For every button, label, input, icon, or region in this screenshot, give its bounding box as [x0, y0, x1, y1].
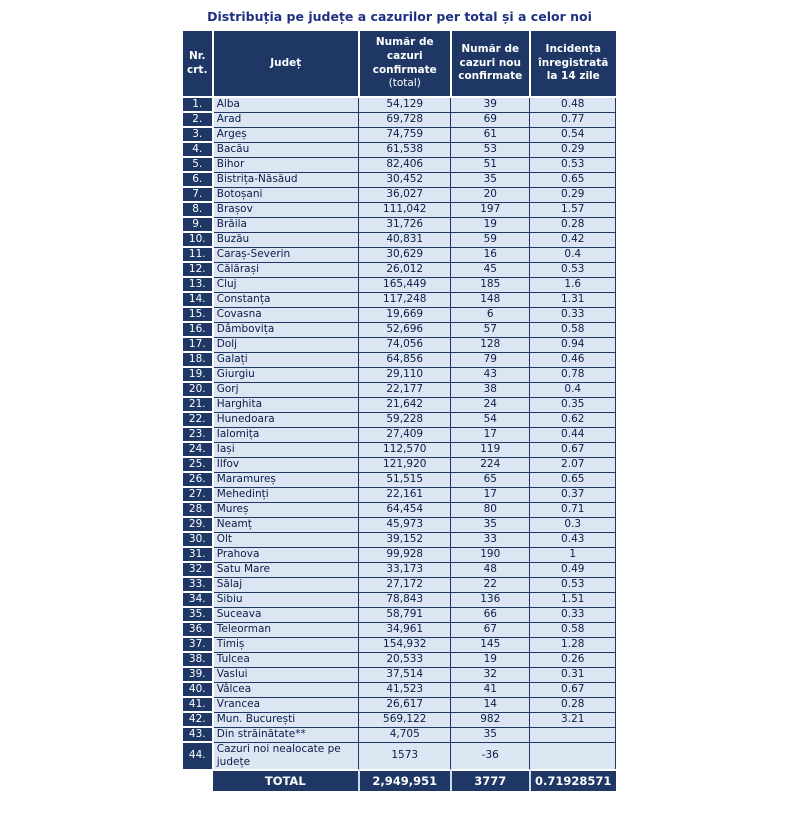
- total-incidence-value: 0.71928571: [530, 770, 616, 791]
- new-cases-cell: 32: [451, 667, 530, 682]
- county-cell: Dâmbovița: [213, 322, 359, 337]
- incidence-cell: 0.67: [530, 682, 616, 697]
- total-cases-cell: 27,172: [359, 577, 451, 592]
- table-row: [183, 367, 616, 382]
- county-cell: Vaslui: [213, 667, 359, 682]
- row-number-cell: 18.: [183, 352, 213, 367]
- incidence-cell: 0.62: [530, 412, 616, 427]
- county-cell: Dolj: [213, 337, 359, 352]
- new-cases-cell: 43: [451, 367, 530, 382]
- row-number-cell: 17.: [183, 337, 213, 352]
- row-number-cell: 16.: [183, 322, 213, 337]
- total-cases-cell: 61,538: [359, 142, 451, 157]
- incidence-cell: 0.46: [530, 352, 616, 367]
- incidence-cell: 0.35: [530, 397, 616, 412]
- table-row: [183, 337, 616, 352]
- county-cell: Botoșani: [213, 187, 359, 202]
- county-cell: Mun. București: [213, 712, 359, 727]
- table-row: [183, 697, 616, 712]
- total-cases-cell: 111,042: [359, 202, 451, 217]
- county-cases-table: [183, 31, 617, 791]
- table-row: [183, 157, 616, 172]
- incidence-cell: 0.26: [530, 652, 616, 667]
- total-cases-cell: 569,122: [359, 712, 451, 727]
- county-cell: Olt: [213, 532, 359, 547]
- county-cell: Covasna: [213, 307, 359, 322]
- incidence-cell: 0.29: [530, 142, 616, 157]
- table-row: [183, 652, 616, 667]
- incidence-cell: 0.53: [530, 157, 616, 172]
- new-cases-cell: 41: [451, 682, 530, 697]
- row-number-cell: 42.: [183, 712, 213, 727]
- total-cases-cell: 52,696: [359, 322, 451, 337]
- total-cases-cell: 26,012: [359, 262, 451, 277]
- total-cases-cell: 31,726: [359, 217, 451, 232]
- row-number-cell: 7.: [183, 187, 213, 202]
- new-cases-cell: 45: [451, 262, 530, 277]
- incidence-cell: [530, 742, 616, 770]
- row-number-cell: 27.: [183, 487, 213, 502]
- incidence-cell: 0.33: [530, 307, 616, 322]
- county-cell: Sibiu: [213, 592, 359, 607]
- table-row: [183, 307, 616, 322]
- county-cell: Tulcea: [213, 652, 359, 667]
- county-cell: Brăila: [213, 217, 359, 232]
- table-body: [183, 97, 616, 770]
- table-row: [183, 577, 616, 592]
- new-cases-cell: 69: [451, 112, 530, 127]
- incidence-cell: 1: [530, 547, 616, 562]
- new-cases-cell: -36: [451, 742, 530, 770]
- row-number-cell: 23.: [183, 427, 213, 442]
- total-cases-cell: 51,515: [359, 472, 451, 487]
- county-cell: Prahova: [213, 547, 359, 562]
- new-cases-cell: 35: [451, 517, 530, 532]
- incidence-cell: [530, 727, 616, 742]
- county-cell: Constanța: [213, 292, 359, 307]
- table-row: [183, 322, 616, 337]
- total-cases-cell: 58,791: [359, 607, 451, 622]
- incidence-cell: 1.6: [530, 277, 616, 292]
- table-row: [183, 262, 616, 277]
- county-cell: Călărași: [213, 262, 359, 277]
- row-number-cell: 25.: [183, 457, 213, 472]
- table-row: [183, 607, 616, 622]
- table-row: [183, 97, 616, 112]
- row-number-cell: 5.: [183, 157, 213, 172]
- table-row: [183, 547, 616, 562]
- row-number-cell: 11.: [183, 247, 213, 262]
- incidence-cell: 0.28: [530, 697, 616, 712]
- total-cases-cell: 29,110: [359, 367, 451, 382]
- new-cases-cell: 982: [451, 712, 530, 727]
- county-cell: Suceava: [213, 607, 359, 622]
- new-cases-cell: 20: [451, 187, 530, 202]
- new-cases-cell: 33: [451, 532, 530, 547]
- row-number-cell: 40.: [183, 682, 213, 697]
- incidence-cell: 0.54: [530, 127, 616, 142]
- incidence-cell: 0.65: [530, 472, 616, 487]
- total-cases-cell: 33,173: [359, 562, 451, 577]
- row-number-cell: 36.: [183, 622, 213, 637]
- new-cases-cell: 48: [451, 562, 530, 577]
- incidence-cell: 0.28: [530, 217, 616, 232]
- county-cell: Brașov: [213, 202, 359, 217]
- new-cases-cell: 61: [451, 127, 530, 142]
- new-cases-cell: 65: [451, 472, 530, 487]
- new-cases-cell: 80: [451, 502, 530, 517]
- table-row: [183, 412, 616, 427]
- county-cell: Hunedoara: [213, 412, 359, 427]
- incidence-cell: 0.53: [530, 577, 616, 592]
- total-cases-cell: 64,454: [359, 502, 451, 517]
- county-cell: Ialomița: [213, 427, 359, 442]
- new-cases-cell: 53: [451, 142, 530, 157]
- row-number-cell: 35.: [183, 607, 213, 622]
- row-number-cell: 24.: [183, 442, 213, 457]
- county-cell: Mehedinți: [213, 487, 359, 502]
- table-row: [183, 112, 616, 127]
- table-footer: [183, 770, 616, 791]
- total-cases-cell: 121,920: [359, 457, 451, 472]
- total-row: [183, 770, 616, 791]
- incidence-cell: 0.58: [530, 622, 616, 637]
- new-cases-cell: 136: [451, 592, 530, 607]
- header-county: Județ: [213, 31, 359, 97]
- new-cases-cell: 6: [451, 307, 530, 322]
- county-cell: Alba: [213, 97, 359, 112]
- total-cases-cell: 4,705: [359, 727, 451, 742]
- row-number-cell: 6.: [183, 172, 213, 187]
- total-cases-cell: 39,152: [359, 532, 451, 547]
- table-row: [183, 442, 616, 457]
- header-incidence: Incidența înregistrată la 14 zile: [530, 31, 616, 97]
- total-cases-cell: 74,056: [359, 337, 451, 352]
- county-cell: Neamț: [213, 517, 359, 532]
- total-cases-cell: 27,409: [359, 427, 451, 442]
- incidence-cell: 3.21: [530, 712, 616, 727]
- incidence-cell: 0.94: [530, 337, 616, 352]
- table-row: [183, 472, 616, 487]
- new-cases-cell: 17: [451, 427, 530, 442]
- new-cases-cell: 145: [451, 637, 530, 652]
- row-number-cell: 4.: [183, 142, 213, 157]
- table-row: [183, 202, 616, 217]
- table-row: [183, 352, 616, 367]
- row-number-cell: 19.: [183, 367, 213, 382]
- row-number-cell: 43.: [183, 727, 213, 742]
- new-cases-cell: 38: [451, 382, 530, 397]
- table-row: [183, 517, 616, 532]
- total-cases-cell: 22,161: [359, 487, 451, 502]
- table-row: [183, 592, 616, 607]
- incidence-cell: 0.77: [530, 112, 616, 127]
- new-cases-cell: 59: [451, 232, 530, 247]
- total-cases-cell: 78,843: [359, 592, 451, 607]
- table-row: [183, 622, 616, 637]
- row-number-cell: 37.: [183, 637, 213, 652]
- row-number-cell: 15.: [183, 307, 213, 322]
- row-number-cell: 44.: [183, 742, 213, 770]
- total-cases-cell: 30,452: [359, 172, 451, 187]
- table-row: [183, 712, 616, 727]
- county-cell: Bihor: [213, 157, 359, 172]
- table-row: [183, 247, 616, 262]
- county-cell: Harghita: [213, 397, 359, 412]
- total-cases-cell: 64,856: [359, 352, 451, 367]
- county-cell: Satu Mare: [213, 562, 359, 577]
- total-cases-cell: 21,642: [359, 397, 451, 412]
- table-row: [183, 682, 616, 697]
- county-cell: Buzău: [213, 232, 359, 247]
- total-cases-cell: 20,533: [359, 652, 451, 667]
- total-cases-cell: 30,629: [359, 247, 451, 262]
- row-number-cell: 13.: [183, 277, 213, 292]
- table-row: [183, 217, 616, 232]
- total-cases-cell: 59,228: [359, 412, 451, 427]
- county-cell: Vâlcea: [213, 682, 359, 697]
- incidence-cell: 0.4: [530, 247, 616, 262]
- county-cell: Mureș: [213, 502, 359, 517]
- county-cell: Ilfov: [213, 457, 359, 472]
- total-cases-cell: 26,617: [359, 697, 451, 712]
- total-row-spacer: [183, 770, 213, 791]
- row-number-cell: 26.: [183, 472, 213, 487]
- table-row: [183, 502, 616, 517]
- header-new-cases: Număr de cazuri nou confirmate: [451, 31, 530, 97]
- incidence-cell: 0.42: [530, 232, 616, 247]
- total-cases-cell: 117,248: [359, 292, 451, 307]
- new-cases-cell: 16: [451, 247, 530, 262]
- new-cases-cell: 197: [451, 202, 530, 217]
- header-total-cases-main: Număr de cazuri confirmate: [372, 36, 437, 76]
- row-number-cell: 32.: [183, 562, 213, 577]
- incidence-cell: 0.53: [530, 262, 616, 277]
- new-cases-cell: 79: [451, 352, 530, 367]
- new-cases-cell: 57: [451, 322, 530, 337]
- new-cases-cell: 35: [451, 727, 530, 742]
- new-cases-cell: 224: [451, 457, 530, 472]
- new-cases-cell: 128: [451, 337, 530, 352]
- total-cases-cell: 82,406: [359, 157, 451, 172]
- table-row: [183, 127, 616, 142]
- table-row: [183, 172, 616, 187]
- new-cases-cell: 148: [451, 292, 530, 307]
- row-number-cell: 10.: [183, 232, 213, 247]
- table-row: [183, 667, 616, 682]
- header-row-number: Nr. crt.: [183, 31, 213, 97]
- table-row: [183, 382, 616, 397]
- incidence-cell: 0.78: [530, 367, 616, 382]
- table-row: [183, 232, 616, 247]
- county-cell: Bistrița-Năsăud: [213, 172, 359, 187]
- new-cases-cell: 190: [451, 547, 530, 562]
- row-number-cell: 3.: [183, 127, 213, 142]
- incidence-cell: 1.31: [530, 292, 616, 307]
- incidence-cell: 1.57: [530, 202, 616, 217]
- header-total-cases: [359, 31, 451, 97]
- table-row: [183, 427, 616, 442]
- county-cell: Timiș: [213, 637, 359, 652]
- row-number-cell: 2.: [183, 112, 213, 127]
- row-number-cell: 8.: [183, 202, 213, 217]
- total-cases-cell: 1573: [359, 742, 451, 770]
- row-number-cell: 21.: [183, 397, 213, 412]
- county-cell: Bacău: [213, 142, 359, 157]
- new-cases-cell: 185: [451, 277, 530, 292]
- county-cell: Din străinătate**: [213, 727, 359, 742]
- row-number-cell: 34.: [183, 592, 213, 607]
- county-cell: Cazuri noi nealocate pe județe: [213, 742, 359, 770]
- new-cases-cell: 14: [451, 697, 530, 712]
- row-number-cell: 31.: [183, 547, 213, 562]
- incidence-cell: 0.71: [530, 502, 616, 517]
- total-label: TOTAL: [213, 770, 359, 791]
- row-number-cell: 28.: [183, 502, 213, 517]
- incidence-cell: 0.31: [530, 667, 616, 682]
- incidence-cell: 0.67: [530, 442, 616, 457]
- new-cases-cell: 19: [451, 652, 530, 667]
- total-cases-cell: 41,523: [359, 682, 451, 697]
- incidence-cell: 0.65: [530, 172, 616, 187]
- table-row: [183, 532, 616, 547]
- header-total-cases-sub: (total): [388, 77, 421, 90]
- incidence-cell: 0.58: [530, 322, 616, 337]
- new-cases-cell: 39: [451, 97, 530, 112]
- county-cell: Iași: [213, 442, 359, 457]
- incidence-cell: 0.37: [530, 487, 616, 502]
- county-cell: Maramureș: [213, 472, 359, 487]
- total-cases-cell: 165,449: [359, 277, 451, 292]
- table-row: [183, 487, 616, 502]
- incidence-cell: 0.44: [530, 427, 616, 442]
- county-cell: Giurgiu: [213, 367, 359, 382]
- county-cell: Vrancea: [213, 697, 359, 712]
- total-cases-cell: 154,932: [359, 637, 451, 652]
- table-row: [183, 397, 616, 412]
- table-row: [183, 142, 616, 157]
- total-cases-cell: 19,669: [359, 307, 451, 322]
- table-row: [183, 637, 616, 652]
- county-cell: Sălaj: [213, 577, 359, 592]
- total-cases-cell: 40,831: [359, 232, 451, 247]
- total-cases-cell: 74,759: [359, 127, 451, 142]
- county-cell: Teleorman: [213, 622, 359, 637]
- row-number-cell: 22.: [183, 412, 213, 427]
- county-cell: Arad: [213, 112, 359, 127]
- row-number-cell: 29.: [183, 517, 213, 532]
- row-number-cell: 1.: [183, 97, 213, 112]
- incidence-cell: 0.3: [530, 517, 616, 532]
- total-cases-cell: 37,514: [359, 667, 451, 682]
- new-cases-cell: 51: [451, 157, 530, 172]
- incidence-cell: 0.48: [530, 97, 616, 112]
- total-cases-cell: 69,728: [359, 112, 451, 127]
- county-cell: Caraș-Severin: [213, 247, 359, 262]
- incidence-cell: 1.28: [530, 637, 616, 652]
- county-cell: Galați: [213, 352, 359, 367]
- county-cell: Argeș: [213, 127, 359, 142]
- county-cell: Gorj: [213, 382, 359, 397]
- new-cases-cell: 67: [451, 622, 530, 637]
- new-cases-cell: 17: [451, 487, 530, 502]
- new-cases-cell: 24: [451, 397, 530, 412]
- new-cases-cell: 22: [451, 577, 530, 592]
- row-number-cell: 20.: [183, 382, 213, 397]
- incidence-cell: 0.49: [530, 562, 616, 577]
- row-number-cell: 12.: [183, 262, 213, 277]
- incidence-cell: 0.43: [530, 532, 616, 547]
- table-row: [183, 292, 616, 307]
- row-number-cell: 33.: [183, 577, 213, 592]
- total-cases-cell: 112,570: [359, 442, 451, 457]
- row-number-cell: 39.: [183, 667, 213, 682]
- new-cases-cell: 19: [451, 217, 530, 232]
- new-cases-cell: 66: [451, 607, 530, 622]
- total-cases-cell: 45,973: [359, 517, 451, 532]
- table-row: [183, 727, 616, 742]
- new-cases-cell: 54: [451, 412, 530, 427]
- new-cases-cell: 35: [451, 172, 530, 187]
- total-cases-cell: 34,961: [359, 622, 451, 637]
- incidence-cell: 0.29: [530, 187, 616, 202]
- row-number-cell: 38.: [183, 652, 213, 667]
- page-title: Distribuția pe județe a cazurilor per total și a celor noi: [207, 9, 592, 24]
- table-row: [183, 562, 616, 577]
- incidence-cell: 1.51: [530, 592, 616, 607]
- table-row: [183, 277, 616, 292]
- row-number-cell: 9.: [183, 217, 213, 232]
- table-header: [183, 31, 616, 97]
- total-cases-value: 2,949,951: [359, 770, 451, 791]
- total-cases-cell: 22,177: [359, 382, 451, 397]
- row-number-cell: 41.: [183, 697, 213, 712]
- total-cases-cell: 99,928: [359, 547, 451, 562]
- total-new-cases-value: 3777: [451, 770, 530, 791]
- incidence-cell: 0.4: [530, 382, 616, 397]
- incidence-cell: 0.33: [530, 607, 616, 622]
- table-row: [183, 742, 616, 770]
- row-number-cell: 30.: [183, 532, 213, 547]
- total-cases-cell: 54,129: [359, 97, 451, 112]
- table-row: [183, 187, 616, 202]
- total-cases-cell: 36,027: [359, 187, 451, 202]
- new-cases-cell: 119: [451, 442, 530, 457]
- incidence-cell: 2.07: [530, 457, 616, 472]
- table-row: [183, 457, 616, 472]
- row-number-cell: 14.: [183, 292, 213, 307]
- county-cell: Cluj: [213, 277, 359, 292]
